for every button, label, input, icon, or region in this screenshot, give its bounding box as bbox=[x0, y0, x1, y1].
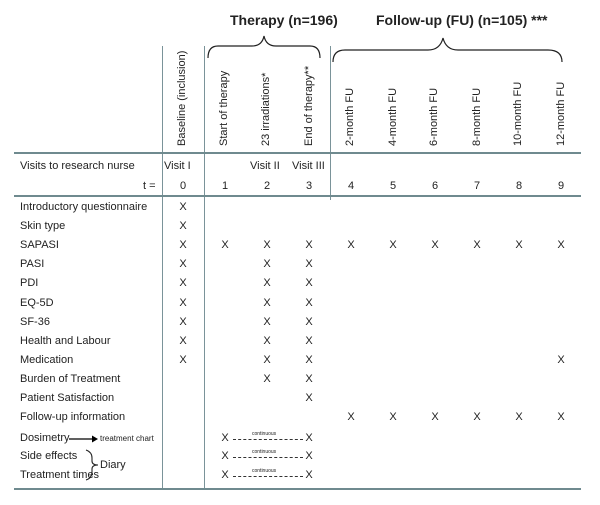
mark-x: X bbox=[263, 335, 271, 347]
visit-iii: Visit III bbox=[292, 160, 325, 172]
row-label: Medication bbox=[20, 354, 74, 366]
mark-x: X bbox=[305, 354, 313, 366]
continuous-dash bbox=[233, 476, 303, 477]
mark-x: X bbox=[473, 411, 481, 423]
mark-x: X bbox=[305, 258, 313, 270]
continuous-label: continuous bbox=[252, 431, 277, 437]
continuous-dash bbox=[233, 439, 303, 440]
visit-i: Visit I bbox=[164, 160, 191, 172]
mark-x: X bbox=[179, 335, 187, 347]
mark-x: X bbox=[263, 354, 271, 366]
mark-x: X bbox=[179, 201, 187, 213]
continuous-dash bbox=[233, 457, 303, 458]
mark-x: X bbox=[305, 450, 313, 462]
mark-x: X bbox=[263, 316, 271, 328]
mark-x: X bbox=[179, 297, 187, 309]
col-header-6-month-fu: 6-month FU bbox=[428, 87, 440, 146]
row-label: Follow-up information bbox=[20, 411, 126, 423]
mark-x: X bbox=[347, 411, 355, 423]
timepoint-3: 3 bbox=[305, 180, 313, 192]
mark-x: X bbox=[179, 220, 187, 232]
mark-x: X bbox=[179, 239, 187, 251]
col-header-baseline: Baseline (inclusion) bbox=[176, 50, 188, 146]
mark-x: X bbox=[389, 239, 397, 251]
separator-therapy bbox=[204, 46, 205, 490]
col-header-4-month-fu: 4-month FU bbox=[387, 87, 399, 146]
rule-table-bottom bbox=[14, 488, 581, 490]
row-label: Health and Labour bbox=[20, 335, 111, 347]
therapy-group-title: Therapy (n=196) bbox=[230, 12, 338, 28]
mark-x: X bbox=[179, 354, 187, 366]
mark-x: X bbox=[473, 239, 481, 251]
mark-x: X bbox=[179, 316, 187, 328]
timepoint-4: 4 bbox=[347, 180, 355, 192]
timepoint-1: 1 bbox=[221, 180, 229, 192]
timepoint-6: 6 bbox=[431, 180, 439, 192]
dosimetry-annotation: treatment chart bbox=[100, 434, 154, 443]
visits-label: Visits to research nurse bbox=[20, 160, 135, 172]
col-header-23-irradiations: 23 irradiations* bbox=[260, 72, 272, 146]
mark-x: X bbox=[305, 239, 313, 251]
timepoint-0: 0 bbox=[179, 180, 187, 192]
mark-x: X bbox=[305, 392, 313, 404]
col-header-8-month-fu: 8-month FU bbox=[471, 87, 483, 146]
mark-x: X bbox=[305, 469, 313, 481]
separator-baseline bbox=[162, 46, 163, 490]
therapy-brace bbox=[208, 36, 320, 58]
mark-x: X bbox=[263, 277, 271, 289]
mark-x: X bbox=[263, 239, 271, 251]
row-label: Burden of Treatment bbox=[20, 373, 121, 385]
dosimetry-arrow-head bbox=[92, 436, 98, 443]
visit-ii: Visit II bbox=[250, 160, 280, 172]
mark-x: X bbox=[431, 239, 439, 251]
mark-x: X bbox=[179, 277, 187, 289]
mark-x: X bbox=[263, 373, 271, 385]
col-header-end-therapy: End of therapy** bbox=[303, 65, 315, 146]
continuous-row-label: Side effects bbox=[20, 450, 78, 462]
mark-x: X bbox=[431, 411, 439, 423]
mark-x: X bbox=[557, 239, 565, 251]
row-label: Introductory questionnaire bbox=[20, 201, 148, 213]
row-label: Patient Satisfaction bbox=[20, 392, 115, 404]
timepoint-7: 7 bbox=[473, 180, 481, 192]
followup-group-title: Follow-up (FU) (n=105) *** bbox=[376, 12, 548, 28]
mark-x: X bbox=[305, 373, 313, 385]
mark-x: X bbox=[389, 411, 397, 423]
mark-x: X bbox=[263, 297, 271, 309]
mark-x: X bbox=[221, 239, 229, 251]
mark-x: X bbox=[221, 450, 229, 462]
continuous-label: continuous bbox=[252, 449, 277, 455]
timepoint-5: 5 bbox=[389, 180, 397, 192]
rule-header-bottom bbox=[14, 152, 581, 154]
mark-x: X bbox=[557, 411, 565, 423]
followup-brace bbox=[333, 38, 562, 62]
row-label: Skin type bbox=[20, 220, 66, 232]
row-label: PDI bbox=[20, 277, 39, 289]
mark-x: X bbox=[179, 258, 187, 270]
row-label: EQ-5D bbox=[20, 297, 54, 309]
timepoint-8: 8 bbox=[515, 180, 523, 192]
continuous-row-label: Treatment times bbox=[20, 469, 100, 481]
timepoint-label: t = bbox=[143, 180, 156, 192]
mark-x: X bbox=[515, 411, 523, 423]
col-header-start-therapy: Start of therapy bbox=[218, 70, 230, 146]
row-label: SF-36 bbox=[20, 316, 50, 328]
rule-timepoints-bottom bbox=[14, 195, 581, 197]
mark-x: X bbox=[557, 354, 565, 366]
mark-x: X bbox=[305, 277, 313, 289]
mark-x: X bbox=[515, 239, 523, 251]
mark-x: X bbox=[347, 239, 355, 251]
timepoint-9: 9 bbox=[557, 180, 565, 192]
mark-x: X bbox=[305, 297, 313, 309]
mark-x: X bbox=[305, 432, 313, 444]
diary-label: Diary bbox=[100, 459, 126, 471]
timepoint-2: 2 bbox=[263, 180, 271, 192]
mark-x: X bbox=[305, 335, 313, 347]
col-header-10-month-fu: 10-month FU bbox=[512, 81, 524, 146]
continuous-row-label: Dosimetry bbox=[20, 432, 70, 444]
col-header-12-month-fu: 12-month FU bbox=[555, 81, 567, 146]
mark-x: X bbox=[305, 316, 313, 328]
separator-followup bbox=[330, 46, 331, 200]
mark-x: X bbox=[221, 432, 229, 444]
mark-x: X bbox=[263, 258, 271, 270]
col-header-2-month-fu: 2-month FU bbox=[344, 87, 356, 146]
row-label: SAPASI bbox=[20, 239, 59, 251]
mark-x: X bbox=[221, 469, 229, 481]
continuous-label: continuous bbox=[252, 468, 277, 474]
row-label: PASI bbox=[20, 258, 45, 270]
